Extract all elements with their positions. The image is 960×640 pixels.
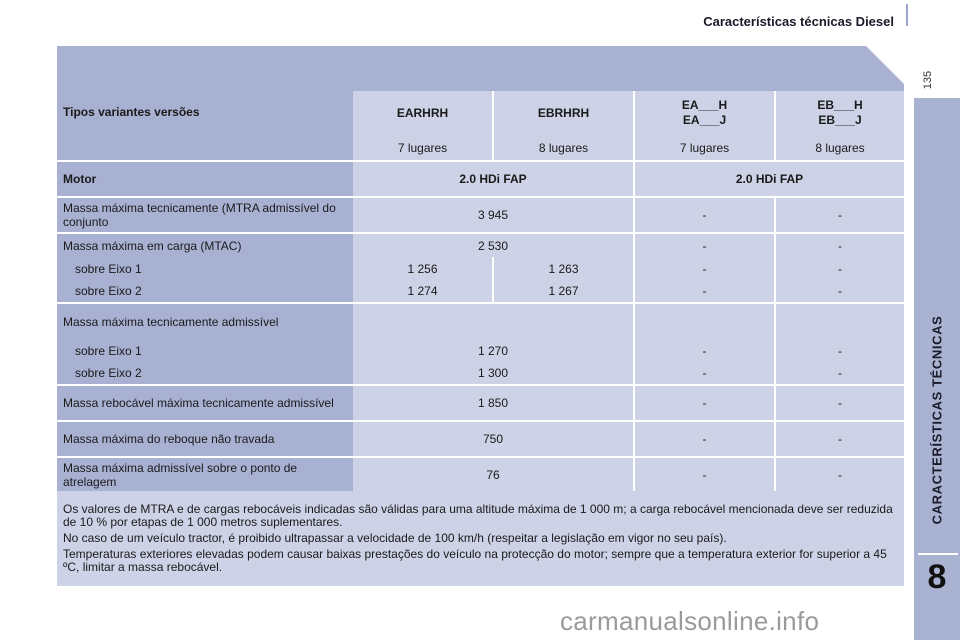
unbraked-value: -: [634, 421, 775, 457]
axle2-label: sobre Eixo 2: [57, 280, 353, 303]
table-row-axle2: [57, 280, 904, 303]
seats-cell: 7 lugares: [353, 135, 493, 161]
variants-label: Tipos variantes versões: [57, 91, 353, 161]
mtac-value: 2 530: [353, 233, 634, 257]
axle2-value: 1 267: [493, 280, 634, 303]
motor-label: Motor: [57, 161, 353, 197]
footnote: Os valores de MTRA e de cargas rebocáveis indicadas são válidas para uma altitude máxima de 1 000 m; a carga rebocável mencionada deve ser reduzida de 10 % por etapas de 1 000 metros suplementares.: [63, 502, 893, 529]
motor-value: 2.0 HDi FAP: [353, 161, 634, 197]
axle1-value: -: [634, 257, 775, 280]
mtra-value: 3 945: [353, 197, 634, 233]
mtra-value: -: [775, 197, 904, 233]
axle2-value: -: [634, 280, 775, 303]
table-row-motor: [57, 161, 904, 197]
tech-axle2-value: 1 300: [353, 362, 634, 385]
page-header-title: Características técnicas Diesel: [703, 14, 894, 29]
spec-table: [57, 91, 904, 491]
sidebar-section-title: CARACTERÍSTICAS TÉCNICAS: [929, 315, 945, 525]
unbraked-value: 750: [353, 421, 634, 457]
chapter-number: 8: [927, 558, 947, 596]
table-row-mtac: [57, 233, 904, 257]
variant-code: EB___H EB___J: [817, 98, 863, 127]
tech-axle2-value: -: [634, 362, 775, 385]
tech-axle1-value: -: [634, 339, 775, 362]
table-row-unbraked: [57, 421, 904, 457]
hitch-label: Massa máxima admissível sobre o ponto de atrelagem: [57, 457, 353, 491]
towable-label: Massa rebocável máxima tecnicamente admissível: [57, 385, 353, 421]
axle1-value: -: [838, 261, 842, 276]
tech-axle2-value: -: [838, 366, 842, 380]
tech-axle1-value: 1 270: [353, 339, 634, 362]
axle1-value: 1 256: [353, 257, 493, 280]
unbraked-value: -: [775, 421, 904, 457]
towable-value: -: [634, 385, 775, 421]
sidebar-divider: [918, 553, 958, 555]
axle1-label: sobre Eixo 1: [57, 257, 353, 280]
axle2-value: -: [838, 284, 842, 298]
hitch-value: -: [775, 457, 904, 491]
page-number: 135: [922, 70, 934, 90]
tech-axle1-label: sobre Eixo 1: [57, 339, 353, 362]
footnotes: [63, 503, 901, 577]
variant-code: EA___H EA___J: [634, 91, 775, 135]
table-row-axle1: [57, 257, 904, 280]
axle2-value: 1 274: [353, 280, 493, 303]
table-row-tech-axle1: [57, 339, 904, 362]
towable-value: 1 850: [353, 385, 634, 421]
footnote: Temperaturas exteriores elevadas podem causar baixas prestações do veículo na protecção do motor; sempre que a temperatura exterior for superior a 45 ºC, limitar a massa rebocável.: [63, 547, 887, 574]
seats-cell: 8 lugares: [815, 140, 865, 155]
mtra-value: -: [634, 197, 775, 233]
mtac-label: Massa máxima em carga (MTAC): [57, 233, 353, 257]
seats-cell: 7 lugares: [634, 135, 775, 161]
table-row-variants: [57, 91, 904, 135]
watermark: carmanualsonline.info: [560, 606, 820, 636]
variant-code: EARHRH: [353, 91, 493, 135]
header-divider: [906, 4, 908, 26]
hitch-value: -: [634, 457, 775, 491]
hitch-value: 76: [353, 457, 634, 491]
axle1-value: 1 263: [493, 257, 634, 280]
mtac-value: -: [634, 233, 775, 257]
mtra-label: Massa máxima tecnicamente (MTRA admissível do conjunto: [57, 197, 353, 233]
mtac-value: -: [775, 233, 904, 257]
variant-code: EBRHRH: [493, 91, 634, 135]
tech-axle2-label: sobre Eixo 2: [57, 362, 353, 385]
motor-value: 2.0 HDi FAP: [634, 161, 904, 197]
table-row-tech-axle2: [57, 362, 904, 385]
table-row-hitch: [57, 457, 904, 491]
table-row-mtra: [57, 197, 904, 233]
towable-value: -: [775, 385, 904, 421]
tech-label: Massa máxima tecnicamente admissível: [57, 303, 353, 339]
spec-panel-header-band: [57, 46, 904, 91]
table-row-towable: [57, 385, 904, 421]
footnote: No caso de um veículo tractor, é proibido ultrapassar a velocidade de 100 km/h (respeitar a legislação em vigor no seu país).: [63, 531, 727, 545]
unbraked-label: Massa máxima do reboque não travada: [57, 421, 353, 457]
seats-cell: 8 lugares: [493, 135, 634, 161]
table-row-tech: [57, 303, 904, 339]
tech-axle1-value: -: [838, 343, 842, 358]
